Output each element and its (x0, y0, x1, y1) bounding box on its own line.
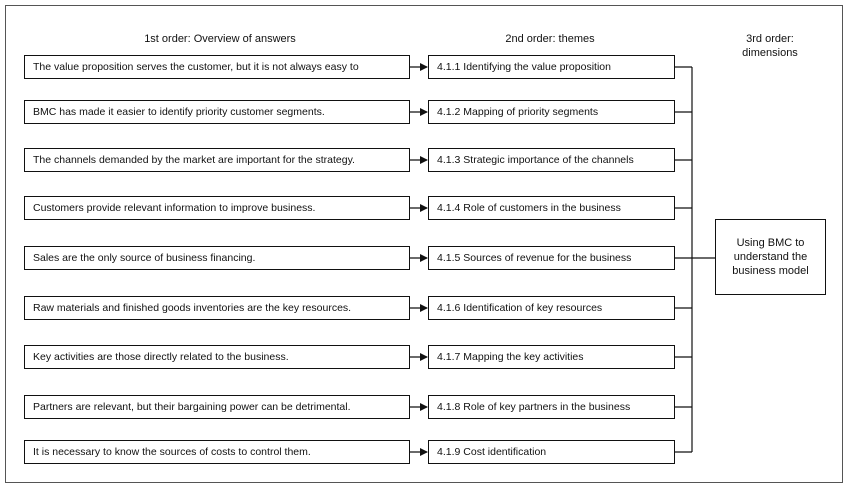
header-third-order-line2: dimensions (742, 47, 798, 59)
answer-text: Raw materials and finished goods inventories are the key resources. (33, 302, 352, 314)
theme-text: 4.1.1 Identifying the value proposition (437, 61, 611, 73)
theme-text: 4.1.2 Mapping of priority segments (437, 106, 599, 118)
header-second-order-label: 2nd order: themes (505, 33, 595, 45)
theme-text: 4.1.5 Sources of revenue for the business (437, 252, 632, 264)
theme-text: 4.1.9 Cost identification (437, 446, 547, 458)
theme-text: 4.1.7 Mapping the key activities (437, 351, 584, 363)
header-third-order-line1: 3rd order: (746, 33, 794, 45)
answer-text: The channels demanded by the market are important for the strategy. (33, 154, 355, 166)
header-first-order-label: 1st order: Overview of answers (144, 33, 296, 45)
answer-text: BMC has made it easier to identify priority customer segments. (33, 106, 325, 118)
theme-text: 4.1.6 Identification of key resources (437, 302, 603, 314)
theme-text: 4.1.4 Role of customers in the business (437, 202, 621, 214)
answer-text: The value proposition serves the customer, but it is not always easy to (33, 61, 359, 73)
answer-text: Partners are relevant, but their bargaining power can be detrimental. (33, 401, 351, 413)
answer-text: It is necessary to know the sources of costs to control them. (33, 446, 311, 458)
theme-text: 4.1.8 Role of key partners in the business (437, 401, 631, 413)
theme-text: 4.1.3 Strategic importance of the channels (437, 154, 634, 166)
dimension-line2: understand the (733, 251, 808, 263)
answer-text: Sales are the only source of business financing. (33, 252, 256, 264)
dimension-line3: business model (732, 265, 809, 277)
answer-text: Key activities are those directly related to the business. (33, 351, 289, 363)
dimension-line1: Using BMC to (736, 237, 805, 249)
answer-text: Customers provide relevant information to improve business. (33, 202, 316, 214)
